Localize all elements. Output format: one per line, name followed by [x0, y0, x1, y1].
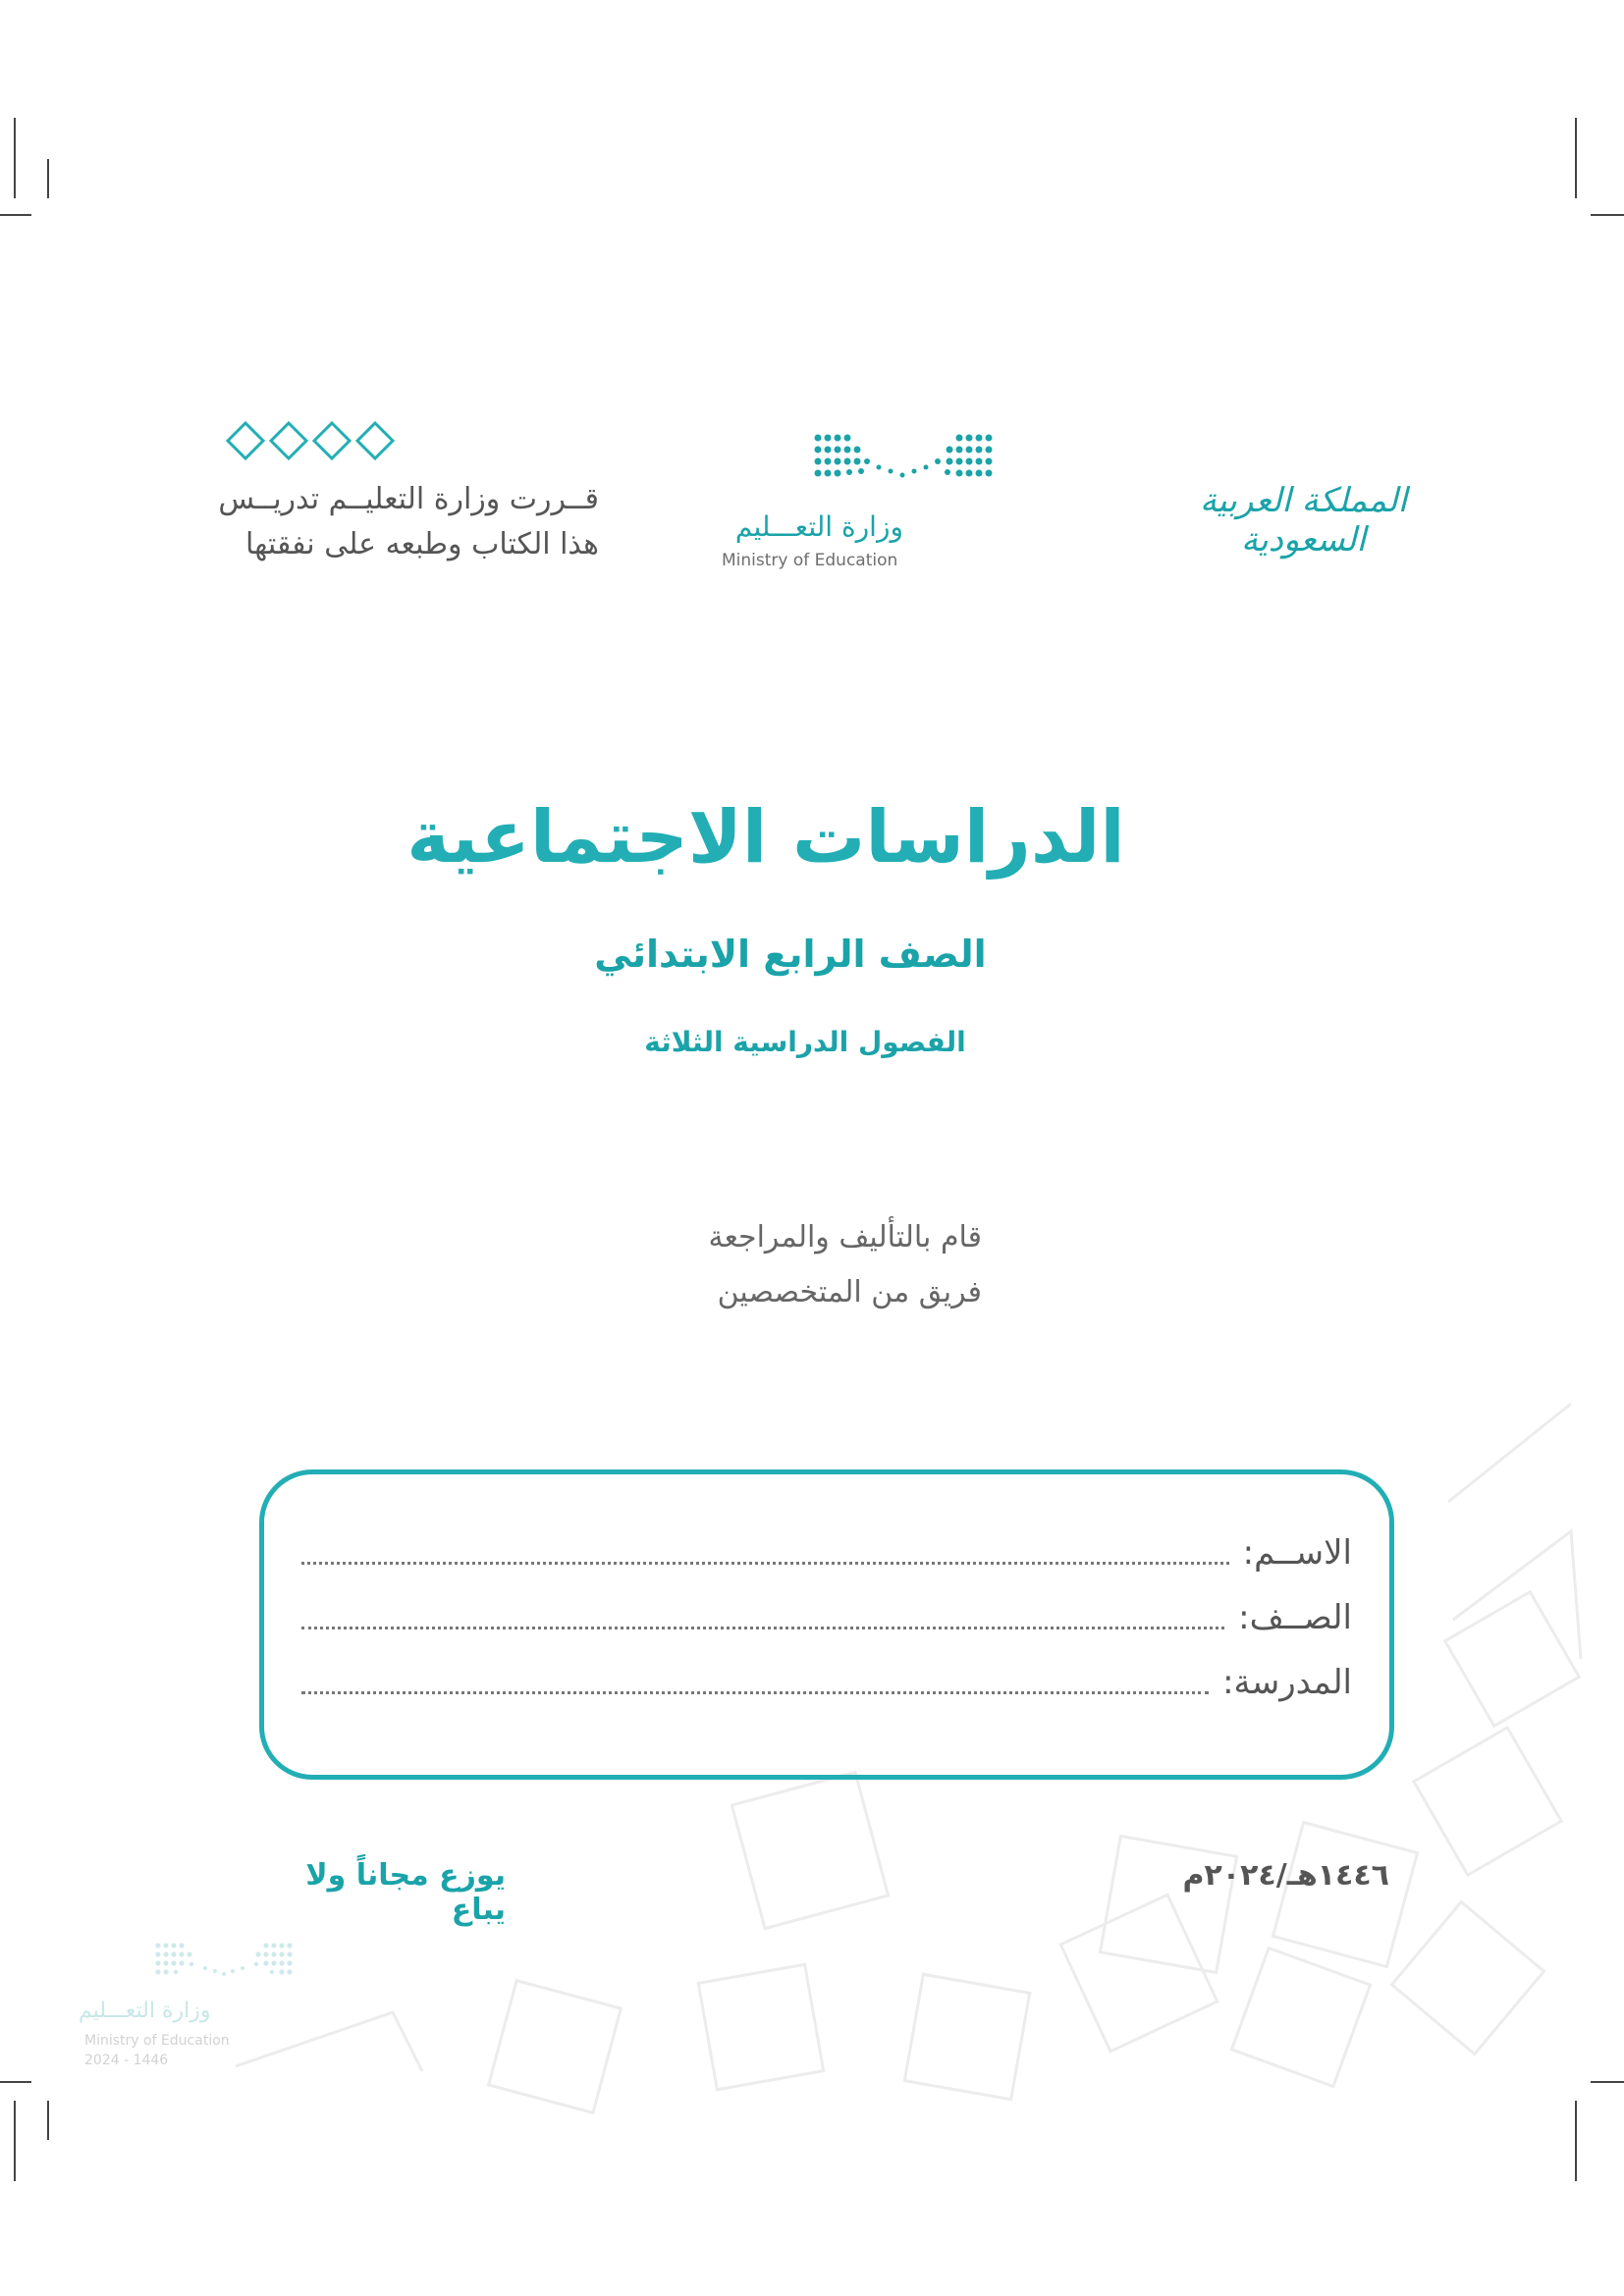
name-field[interactable]	[301, 1533, 1352, 1573]
class-label: الصــف:	[1238, 1598, 1352, 1637]
watermark-ministry-arabic: وزارة التعـــليم	[79, 1999, 211, 2023]
school-dotted-line	[301, 1691, 1209, 1694]
diamonds-decoration	[224, 419, 401, 462]
authors-line-1: قام بالتأليف والمراجعة	[708, 1220, 982, 1255]
authors-credit	[589, 1210, 982, 1320]
edition-year: ١٤٤٦هـ/٢٠٢٤م	[1182, 1858, 1389, 1893]
class-dotted-line	[301, 1627, 1224, 1629]
name-label: الاســم:	[1242, 1533, 1352, 1573]
class-field[interactable]	[301, 1598, 1352, 1637]
watermark-logo-icon	[152, 1941, 296, 1986]
student-info-box	[259, 1469, 1394, 1780]
watermark-year: 2024 - 1446	[84, 2053, 169, 2068]
ministry-name-english: Ministry of Education	[722, 551, 898, 570]
kingdom-calligraphy: المملكة العربية السعودية	[1199, 481, 1408, 560]
approval-statement	[196, 477, 599, 567]
name-dotted-line	[301, 1562, 1229, 1565]
book-title: الدراسات الاجتماعية	[406, 795, 1125, 880]
terms-note: الفصول الدراسية الثلاثة	[644, 1026, 966, 1058]
authors-line-2: فريق من المتخصصين	[717, 1275, 982, 1309]
grade-level: الصف الرابع الابتدائي	[594, 933, 987, 976]
approval-line-2: هذا الكتاب وطبعه على نفقتها	[244, 527, 599, 561]
ministry-name-arabic: وزارة التعـــليم	[734, 510, 903, 543]
watermark-ministry-english: Ministry of Education	[84, 2033, 230, 2049]
free-distribution-notice: يوزع مجاناً ولا يباع	[305, 1858, 506, 1927]
approval-line-1: قــررت وزارة التعليــم تدريــس	[218, 482, 599, 516]
school-label: المدرسة:	[1222, 1663, 1352, 1702]
ministry-logo-icon	[810, 432, 997, 491]
school-field[interactable]	[301, 1663, 1352, 1702]
